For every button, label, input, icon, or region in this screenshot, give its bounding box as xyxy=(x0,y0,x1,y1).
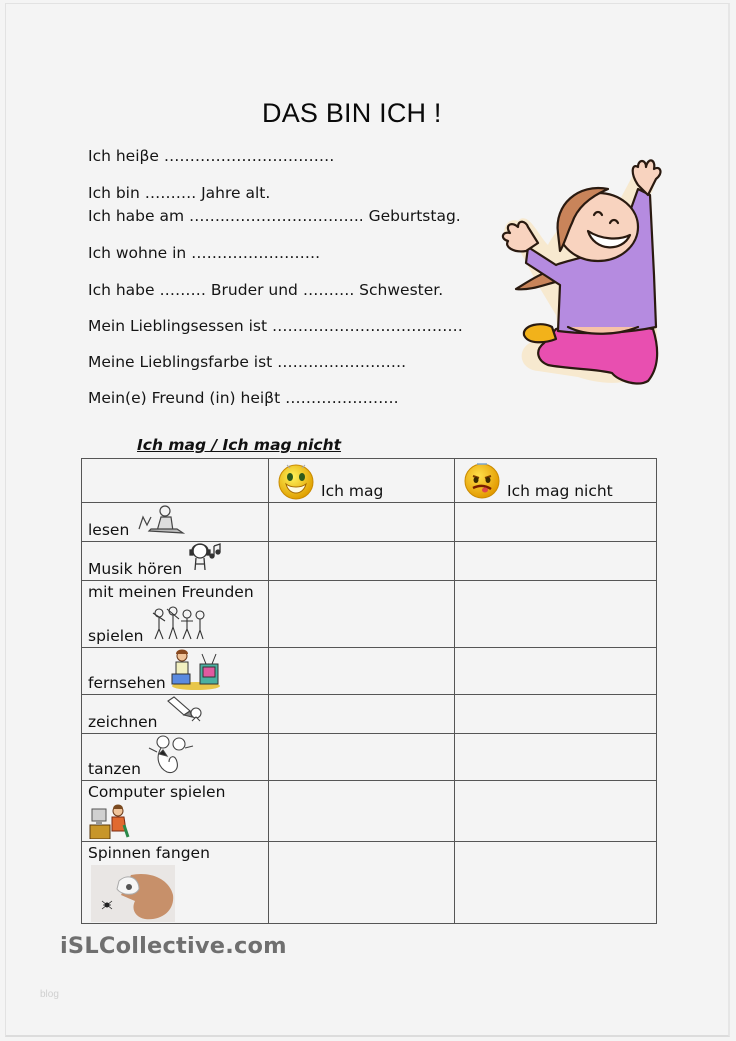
dislike-cell[interactable] xyxy=(455,695,657,734)
table-subtitle: Ich mag / Ich mag nicht xyxy=(137,436,342,454)
dancing-icon xyxy=(147,734,195,776)
footer-small-text: blog xyxy=(40,989,59,1000)
happy-smiley-icon xyxy=(277,462,315,500)
like-cell[interactable] xyxy=(269,648,455,695)
sentence-name: Ich heiβe …………………………… xyxy=(88,147,335,165)
table-row xyxy=(82,781,657,842)
header-like xyxy=(269,459,455,503)
catching-spider-photo-icon xyxy=(91,865,175,922)
activity-cell xyxy=(82,542,269,581)
activity-label: Computer spielen xyxy=(88,783,226,801)
sentence-friend: Mein(e) Freund (in) heiβt …………………. xyxy=(88,389,399,407)
jumping-girl-icon xyxy=(498,155,664,395)
activity-label-line2: spielen xyxy=(88,627,144,645)
table-row xyxy=(82,842,657,924)
sentence-age: Ich bin ………. Jahre alt. xyxy=(88,184,271,202)
table-row xyxy=(82,648,657,695)
activity-label: fernsehen xyxy=(88,674,166,692)
like-cell[interactable] xyxy=(269,581,455,648)
like-cell[interactable] xyxy=(269,734,455,781)
activity-cell xyxy=(82,503,269,542)
watermark: iSLCollective.com xyxy=(60,933,287,959)
activity-label-line1: mit meinen Freunden xyxy=(88,583,254,601)
dislike-cell[interactable] xyxy=(455,842,657,924)
reading-person-icon xyxy=(137,503,185,535)
sentence-residence: Ich wohne in ……………………. xyxy=(88,244,321,262)
table-header-row xyxy=(82,459,657,503)
sentence-favorite-food: Mein Lieblingsessen ist ………………….…………… xyxy=(88,317,463,335)
like-cell[interactable] xyxy=(269,503,455,542)
dislike-cell[interactable] xyxy=(455,503,657,542)
header-empty-cell xyxy=(82,459,269,503)
activity-label: tanzen xyxy=(88,760,141,778)
worksheet-title: DAS BIN ICH ! xyxy=(262,98,442,128)
sentence-siblings: Ich habe ……… Bruder und ………. Schwester. xyxy=(88,281,444,299)
watching-tv-icon xyxy=(170,648,222,690)
activity-label: Spinnen fangen xyxy=(88,844,210,862)
like-cell[interactable] xyxy=(269,695,455,734)
activity-label: zeichnen xyxy=(88,713,158,731)
pencil-drawing-icon xyxy=(166,695,204,723)
headphones-person-icon xyxy=(188,542,222,576)
dislike-cell[interactable] xyxy=(455,734,657,781)
header-like-label: Ich mag xyxy=(321,482,384,500)
table-row xyxy=(82,542,657,581)
computer-player-icon xyxy=(88,803,130,839)
sentence-birthday: Ich habe am ……..…………………….. Geburtstag. xyxy=(88,207,461,225)
dislike-cell[interactable] xyxy=(455,648,657,695)
like-cell[interactable] xyxy=(269,542,455,581)
dislike-cell[interactable] xyxy=(455,781,657,842)
sentence-favorite-color: Meine Lieblingsfarbe ist ……………………. xyxy=(88,353,407,371)
header-dislike xyxy=(455,459,657,503)
header-dislike-label: Ich mag nicht xyxy=(507,482,613,500)
activity-cell xyxy=(82,734,269,781)
activity-cell xyxy=(82,842,269,924)
activity-cell xyxy=(82,695,269,734)
dislike-cell[interactable] xyxy=(455,581,657,648)
activity-label: lesen xyxy=(88,521,130,539)
activity-label: Musik hören xyxy=(88,560,183,578)
table-row xyxy=(82,695,657,734)
disgusted-smiley-icon xyxy=(463,462,501,500)
friends-playing-icon xyxy=(151,605,207,641)
activity-cell xyxy=(82,781,269,842)
table-row xyxy=(82,734,657,781)
dislike-cell[interactable] xyxy=(455,542,657,581)
activity-cell xyxy=(82,581,269,648)
like-cell[interactable] xyxy=(269,842,455,924)
table-row xyxy=(82,503,657,542)
likes-table xyxy=(81,458,657,924)
like-cell[interactable] xyxy=(269,781,455,842)
activity-cell xyxy=(82,648,269,695)
table-row xyxy=(82,581,657,648)
